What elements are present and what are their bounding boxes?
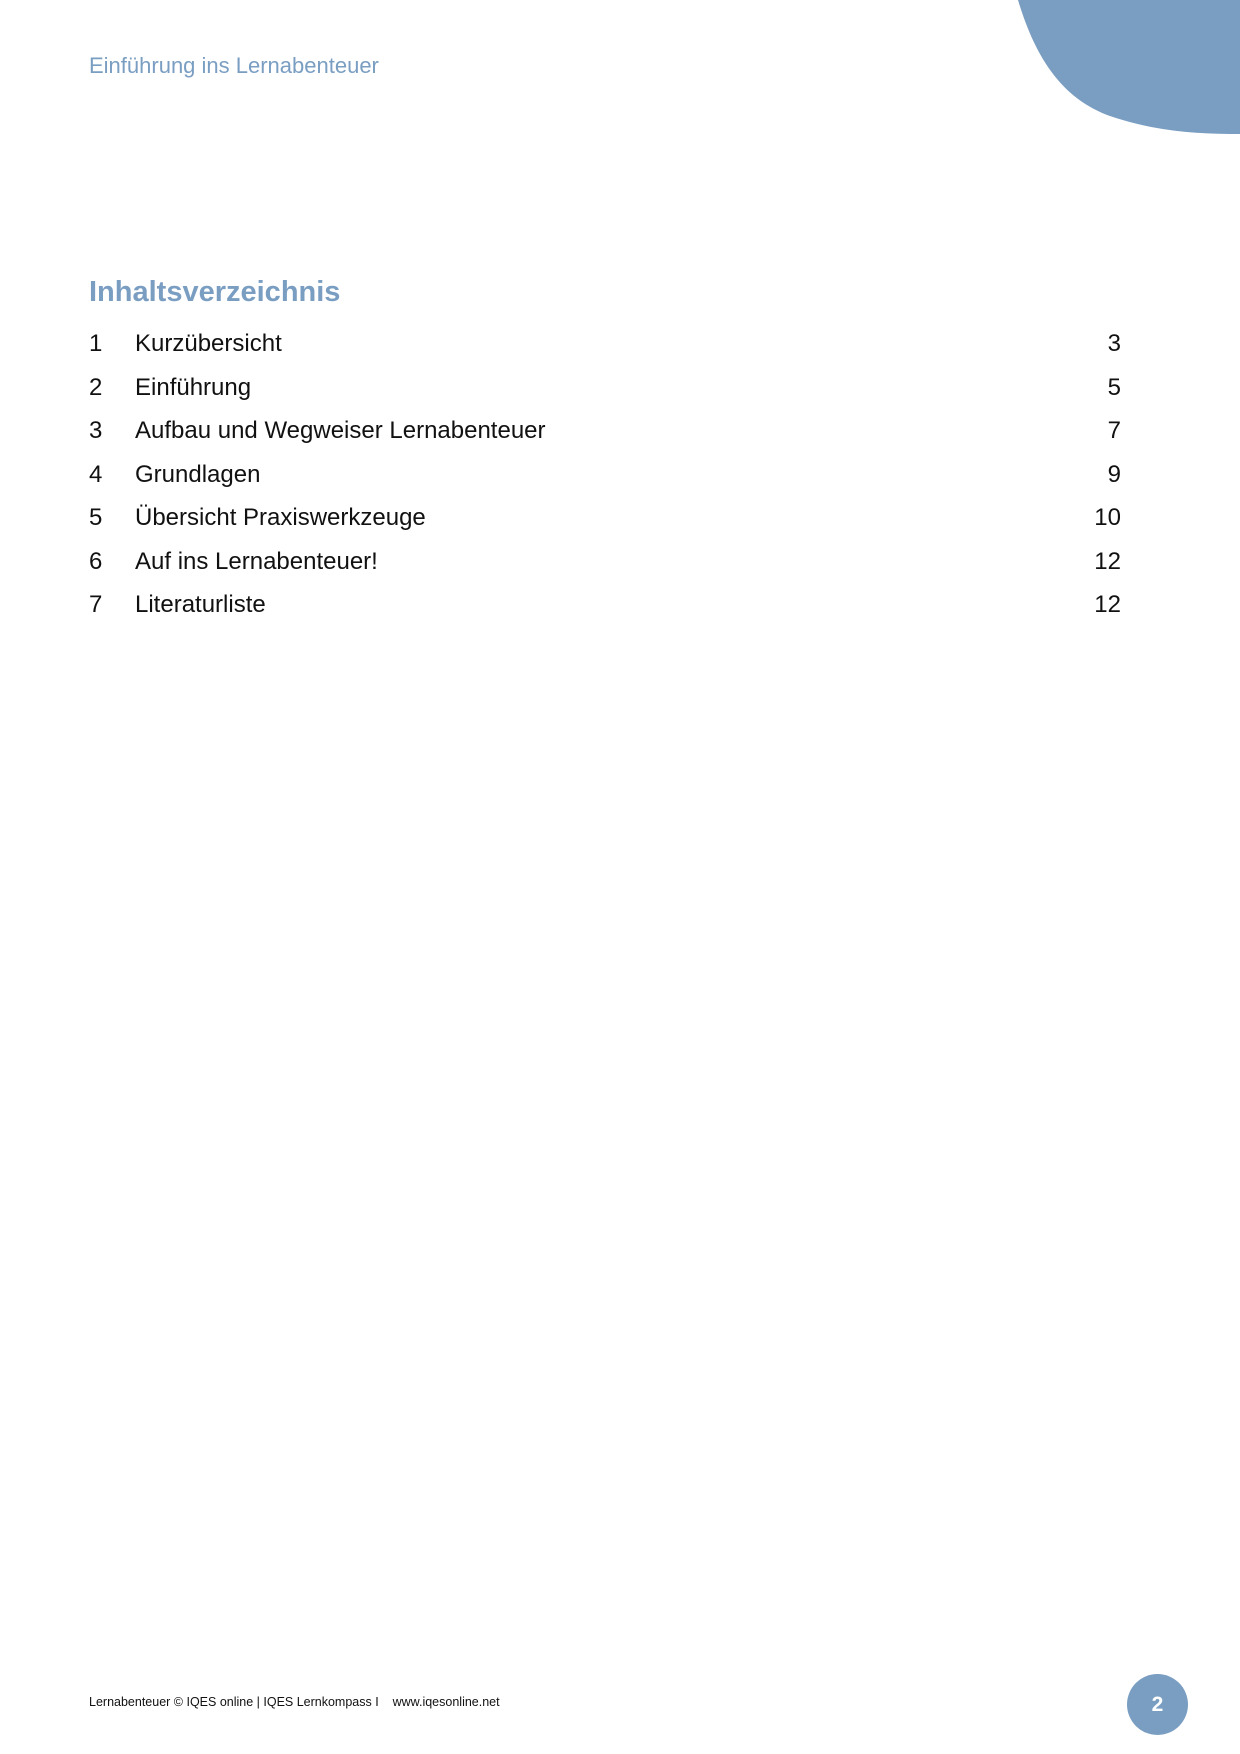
toc-entry-page: 3	[1107, 330, 1121, 357]
toc-entry[interactable]	[89, 322, 1121, 366]
toc-entry-page: 7	[1107, 417, 1121, 444]
toc-entry[interactable]	[89, 366, 1121, 410]
page-number-badge: 2	[1127, 1674, 1188, 1735]
toc-entry-number: 6	[89, 547, 103, 575]
toc-entry-page: 10	[1094, 504, 1121, 531]
toc-entry[interactable]	[89, 453, 1121, 497]
toc-entry-number: 4	[89, 460, 103, 488]
toc-entry-title: Grundlagen	[135, 460, 261, 488]
toc-entry-title: Literaturliste	[135, 591, 266, 618]
toc-entry[interactable]	[89, 409, 1121, 453]
toc-entry-title: Auf ins Lernabenteuer!	[135, 547, 378, 575]
toc-entry[interactable]	[89, 540, 1121, 584]
toc-entry-number: 1	[89, 330, 103, 357]
toc-entry-number: 2	[89, 373, 103, 401]
corner-decoration	[1000, 0, 1240, 136]
toc-entry[interactable]	[89, 583, 1121, 627]
toc-heading: Inhaltsverzeichnis	[89, 276, 341, 308]
toc-entry-page: 12	[1094, 591, 1121, 618]
toc-entry[interactable]	[89, 496, 1121, 540]
toc-entry-title: Einführung	[135, 373, 252, 401]
toc-list	[89, 322, 1121, 627]
running-header-title: Einführung ins Lernabenteuer	[89, 53, 379, 78]
toc-entry-number: 3	[89, 417, 103, 444]
toc-entry-page: 9	[1107, 460, 1121, 488]
footer-text: Lernabenteuer © IQES online | IQES Lernkompass I www.iqesonline.net	[89, 1695, 500, 1709]
toc-entry-number: 7	[89, 591, 103, 618]
toc-entry-number: 5	[89, 504, 103, 531]
toc-entry-title: Kurzübersicht	[135, 330, 282, 357]
toc-entry-title: Aufbau und Wegweiser Lernabenteuer	[135, 417, 546, 444]
toc-entry-page: 12	[1094, 547, 1121, 575]
toc-entry-page: 5	[1107, 373, 1121, 401]
toc-entry-title: Übersicht Praxiswerkzeuge	[135, 504, 426, 531]
